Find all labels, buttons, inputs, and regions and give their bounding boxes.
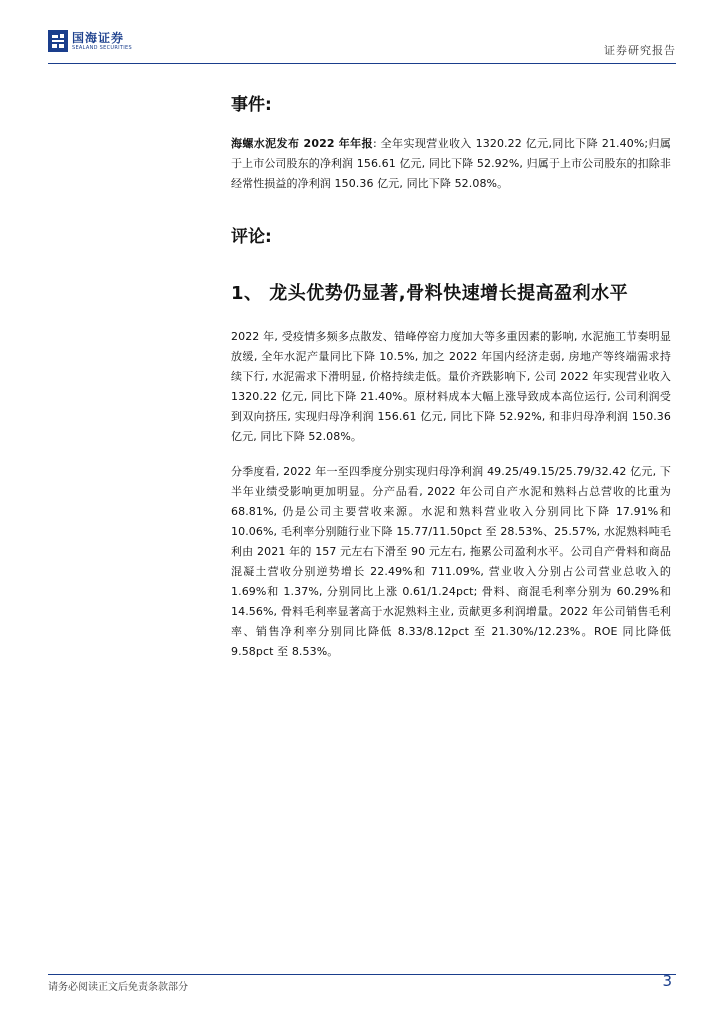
event-heading: 事件: (231, 95, 272, 115)
company-logo (48, 30, 132, 52)
logo-en-text: SEALAND SECURITIES (72, 44, 132, 51)
report-type-label: 证券研究报告 (604, 44, 676, 57)
event-lead-bold: 海螺水泥发布 2022 年年报 (231, 137, 373, 150)
page-header (48, 26, 676, 62)
sealand-logo-icon (48, 30, 68, 52)
event-lead-rest: : 全年实现营业收入 1320.22 亿元,同比下降 21.40%;归属于上市公司股东的净利润 156.61 亿元, 同比下降 52.92%, 归属于上市公司股东的扣除非经常性损益的净利润 150.36 亿元, 同比下降 52.08%。 (231, 137, 671, 190)
paragraph-2: 分季度看, 2022 年一至四季度分别实现归母净利润 49.25/49.15/25.79/32.42 亿元, 下半年业绩受影响更加明显。分产品看, 2022 年公司自产水泥和熟料占总营收的比重为 68.81%, 仍是公司主要营收来源。水泥和熟料营业收入分别同比下降 17.91%和 10.06%, 毛利率分别随行业下降 15.77/11.50pct 至 28.53%、25.57%, 水泥熟料吨毛利由 2021 年的 157 元左右下滑至 90 元左右, 拖累公司盈利水平。公司自产骨料和商品混凝土营收分别逆势增长 22.49%和 711.09%, 营业收入分别占公司营业总收入的 1.69%和 1.37%, 分别同比上涨 0.61/1.24pct; 骨料、商混毛利率分别为 60.29%和 14.56%, 骨料毛利率显著高于水泥熟料主业, 贡献更多利润增量。2022 年公司销售毛利率、销售净利率分别同比降低 8.33/8.12pct 至 21.30%/12.23%。ROE 同比降低 9.58pct 至 8.53%。 (231, 465, 671, 658)
paragraph-1: 2022 年, 受疫情多频多点散发、错峰停窑力度加大等多重因素的影响, 水泥施工节奏明显放缓, 全年水泥产量同比下降 10.5%, 加之 2022 年国内经济走弱, 房地产等终端需求持续下行, 水泥需求下滑明显, 价格持续走低。量价齐跌影响下, 公司 2022 年实现营业收入 1320.22 亿元, 同比下降 21.40%。原材料成本大幅上涨导致成本高位运行, 公司利润受到双向挤压, 实现归母净利润 156.61 亿元, 同比下降 52.92%, 和非归母净利润 150.36 亿元, 同比下降 52.08%。 (231, 330, 671, 443)
logo-cn-text: 国海证券 (72, 30, 125, 45)
page-number: 3 (662, 972, 672, 990)
header-divider (48, 63, 676, 64)
event-paragraph (231, 134, 671, 194)
footer-disclaimer: 请务必阅读正文后免责条款部分 (48, 982, 188, 993)
footer-divider (48, 974, 676, 975)
section-1-heading: 1、 龙头优势仍显著,骨料快速增长提高盈利水平 (231, 283, 629, 304)
comment-heading: 评论: (231, 227, 272, 247)
